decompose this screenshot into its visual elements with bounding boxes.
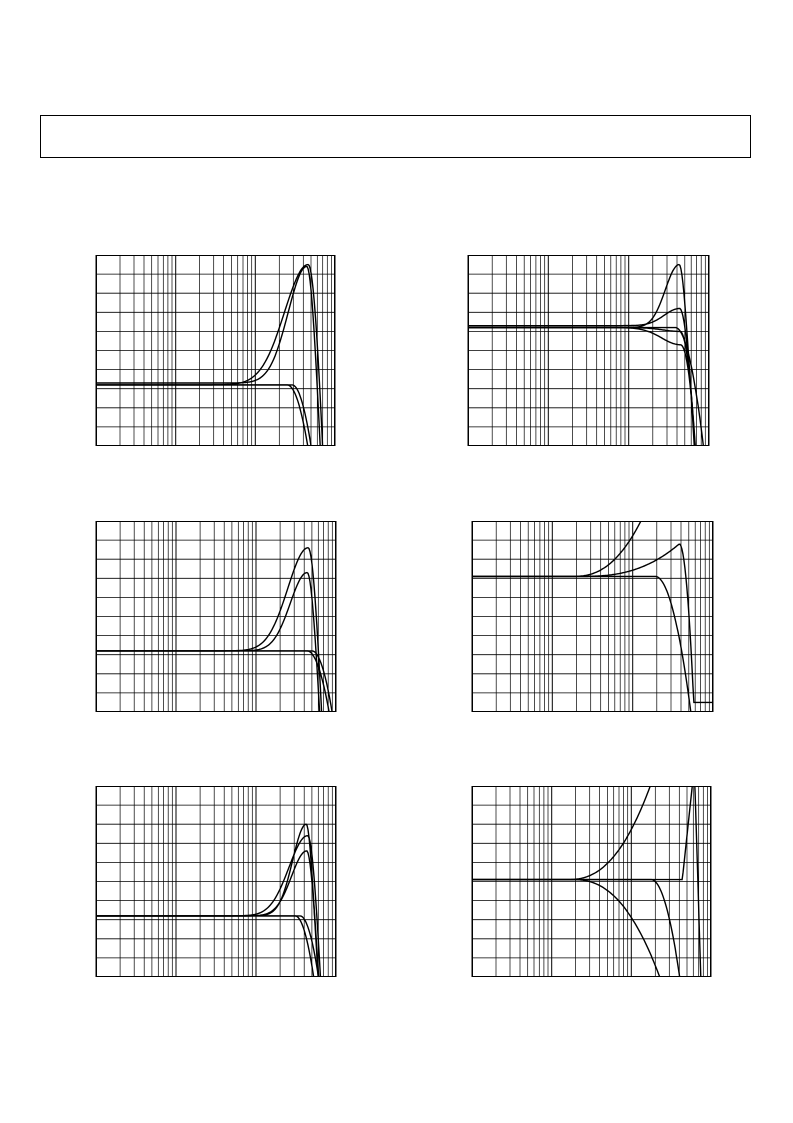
chart-5: [96, 786, 336, 977]
chart-5-svg: [96, 786, 336, 977]
chart-1: [96, 255, 335, 446]
chart-3: [96, 521, 336, 712]
chart-4: [472, 521, 713, 712]
chart-4-series-3: [472, 576, 713, 769]
chart-3-svg: [96, 521, 336, 712]
chart-6-series-4: [472, 769, 711, 1035]
chart-5-series-1: [96, 836, 336, 1035]
chart-2-series-group: [468, 265, 709, 504]
chart-2-series-4: [468, 328, 709, 504]
chart-6-series-3: [472, 880, 711, 987]
chart-1-series-group: [96, 265, 335, 504]
header-box: [40, 115, 751, 158]
chart-6: [472, 786, 711, 977]
chart-1-svg: [96, 255, 335, 446]
chart-5-series-4: [96, 916, 336, 1034]
chart-1-series-4: [96, 385, 335, 503]
chart-3-grid: [96, 521, 336, 712]
chart-3-series-1: [96, 548, 336, 770]
chart-2-series-3: [468, 328, 709, 504]
chart-3-series-group: [96, 548, 336, 770]
chart-2-svg: [468, 255, 709, 446]
chart-4-grid: [472, 521, 713, 712]
chart-1-series-1: [96, 265, 335, 504]
chart-4-svg: [472, 521, 713, 712]
chart-2-series-5: [468, 328, 709, 499]
chart-2-series-1: [468, 265, 709, 504]
chart-6-series-group: [472, 769, 711, 1035]
chart-2: [468, 255, 709, 446]
chart-4-series-2: [472, 544, 713, 702]
chart-1-grid: [96, 255, 335, 446]
chart-6-svg: [472, 786, 711, 977]
chart-5-series-2: [96, 851, 336, 1034]
chart-5-grid: [96, 786, 336, 977]
chart-1-series-3: [96, 385, 335, 503]
chart-3-series-2: [96, 573, 336, 770]
chart-2-series-2: [468, 309, 709, 504]
chart-6-series-2: [472, 880, 711, 1035]
chart-3-series-3: [96, 651, 336, 757]
chart-5-series-5: [96, 916, 336, 1034]
chart-3-series-4: [96, 651, 336, 738]
chart-6-series-1: [472, 776, 711, 879]
chart-4-series-group: [472, 512, 713, 770]
chart-5-series-group: [96, 824, 336, 1034]
chart-2-grid: [468, 255, 709, 446]
